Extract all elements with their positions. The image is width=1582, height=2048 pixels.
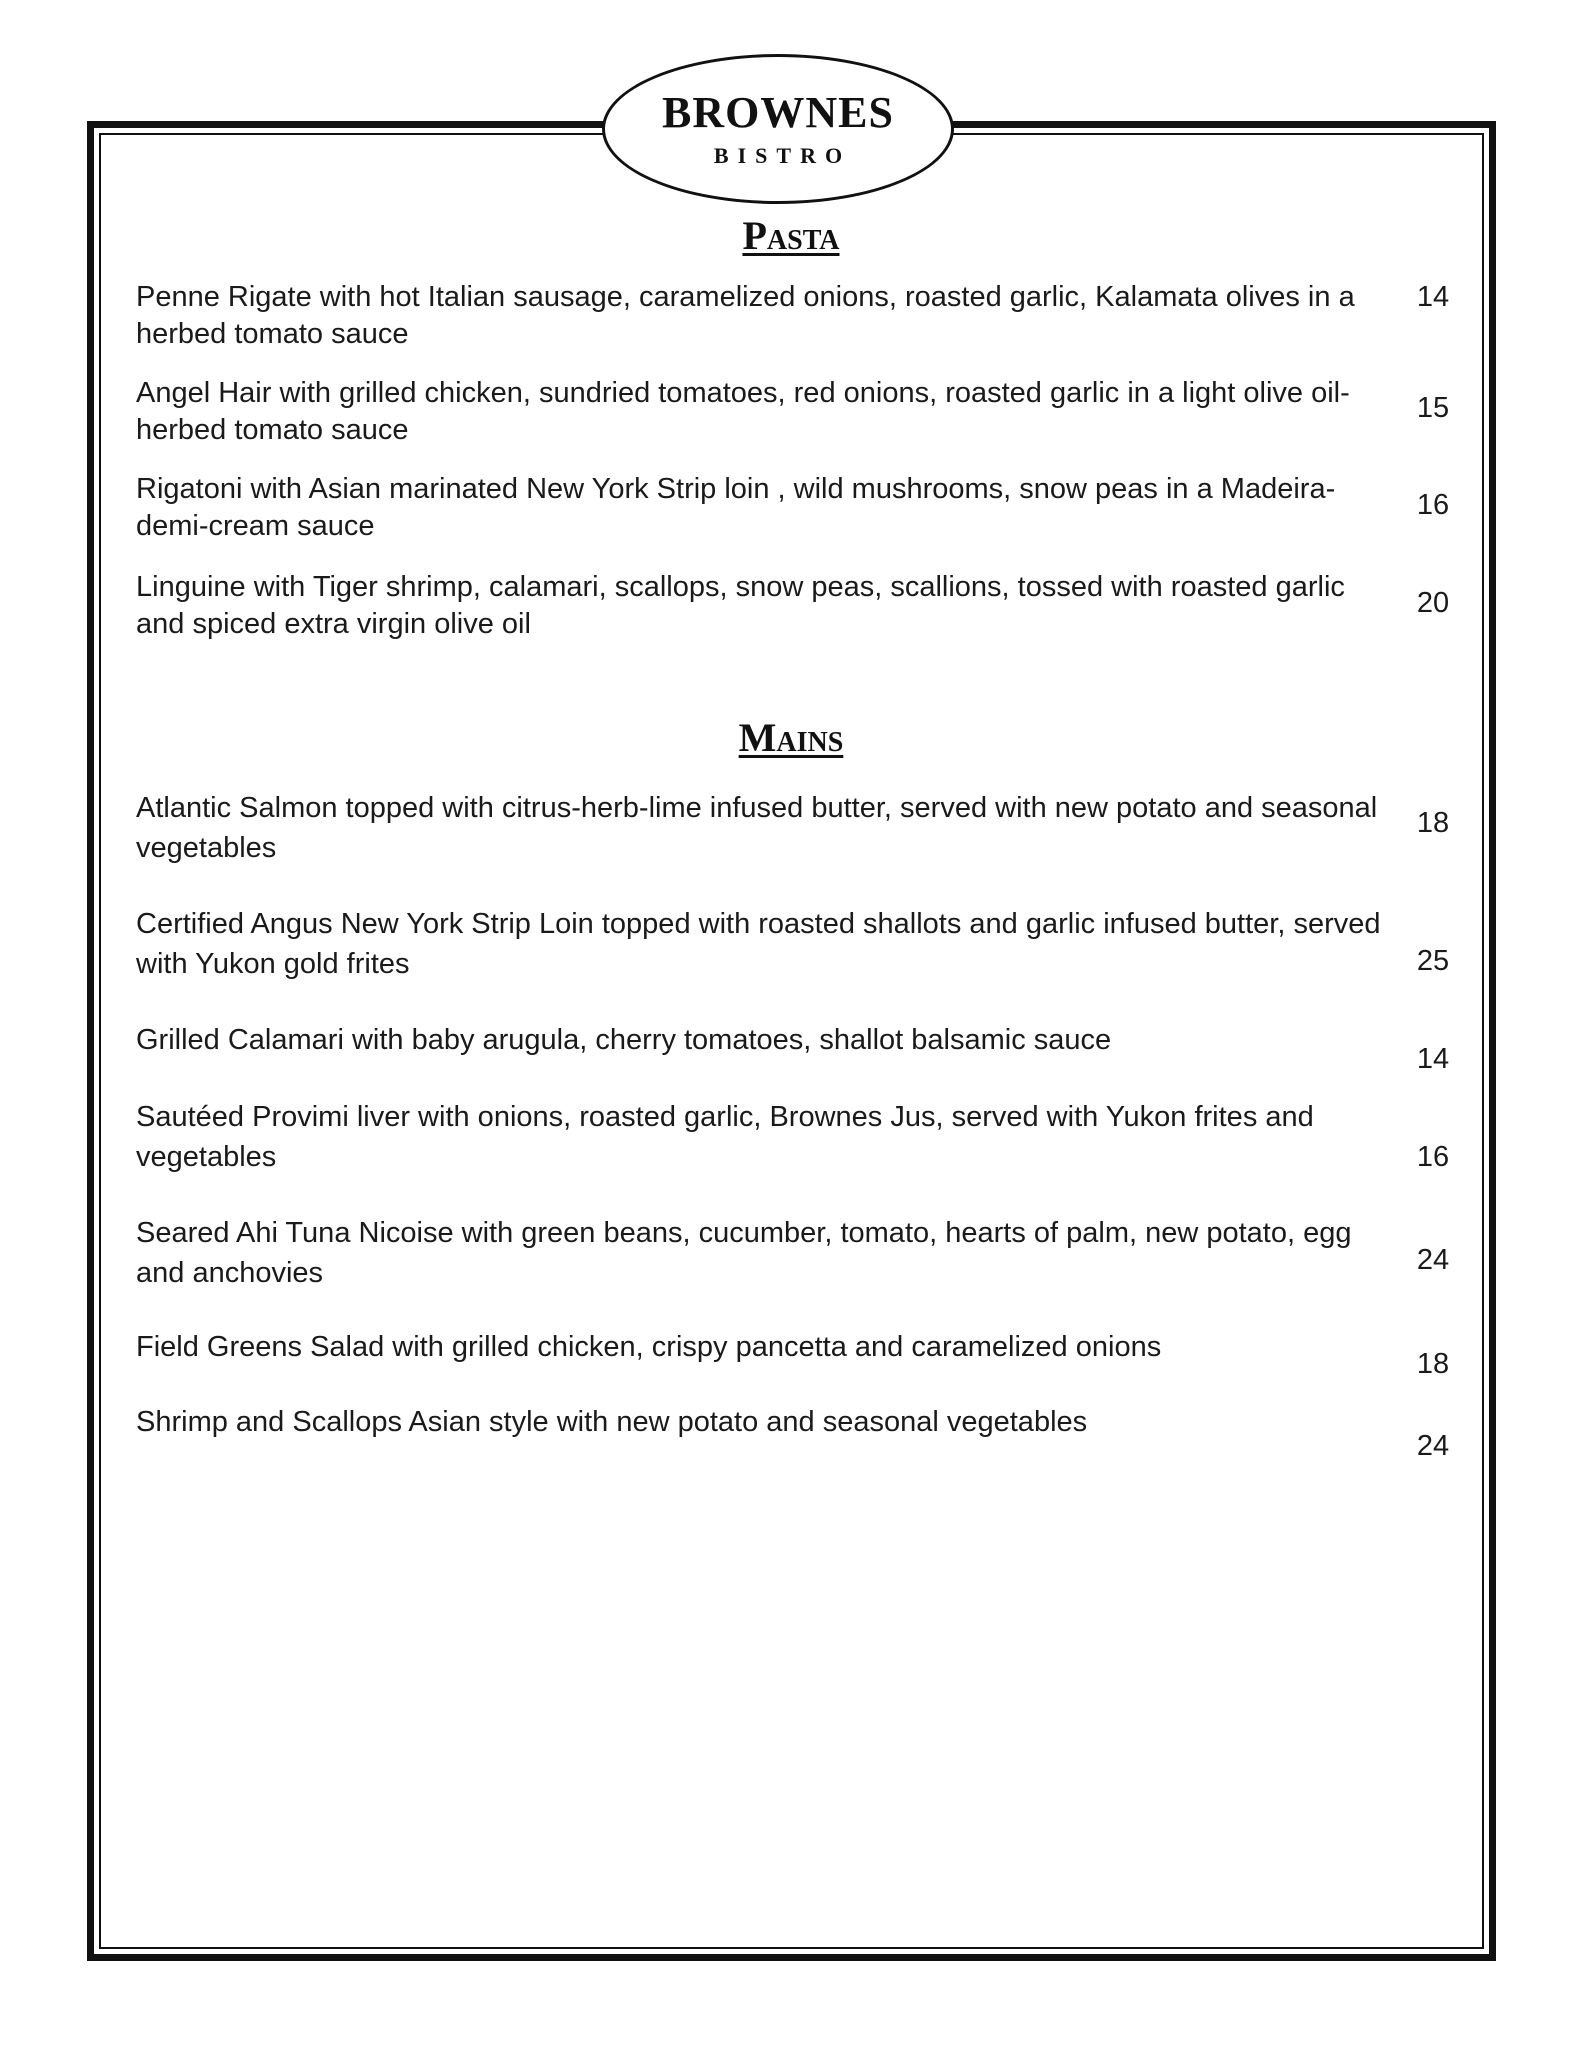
menu-item-description: Certified Angus New York Strip Loin topped with roasted shallots and garlic infused butter, served with Yukon gold frites <box>136 908 1381 980</box>
logo-name: BROWNES <box>662 88 894 137</box>
menu-item-description: Field Greens Salad with grilled chicken, crispy pancetta and caramelized onions <box>136 1331 1162 1363</box>
logo-subtitle: BISTRO <box>713 143 852 168</box>
menu-item-description: Penne Rigate with hot Italian sausage, caramelized onions, roasted garlic, Kalamata olives in a herbed tomato sauce <box>136 281 1355 350</box>
menu-item-price: 24 <box>1416 1244 1450 1276</box>
menu-item-description: Seared Ahi Tuna Nicoise with green beans, cucumber, tomato, hearts of palm, new potato, egg and anchovies <box>136 1217 1352 1289</box>
menu-item-price: 20 <box>1416 587 1450 619</box>
menu-item-description: Grilled Calamari with baby arugula, cherry tomatoes, shallot balsamic sauce <box>136 1024 1112 1056</box>
menu-item-description: Rigatoni with Asian marinated New York Strip loin , wild mushrooms, snow peas in a Madeira-demi-cream sauce <box>136 473 1336 542</box>
menu-item-price: 18 <box>1416 807 1450 839</box>
menu-item-price: 14 <box>1416 281 1450 313</box>
menu-item-price: 16 <box>1416 489 1450 521</box>
restaurant-logo <box>602 54 954 204</box>
menu-item-description: Atlantic Salmon topped with citrus-herb-lime infused butter, served with new potato and seasonal vegetables <box>136 792 1378 864</box>
menu-item-description: Linguine with Tiger shrimp, calamari, scallops, snow peas, scallions, tossed with roasted garlic and spiced extra virgin olive oil <box>136 571 1345 640</box>
menu-item-description: Sautéed Provimi liver with onions, roasted garlic, Brownes Jus, served with Yukon frites and vegetables <box>136 1101 1314 1173</box>
menu-item-price: 14 <box>1416 1043 1450 1075</box>
section-title-mains: Mains <box>738 715 844 760</box>
menu-item-price: 18 <box>1416 1348 1450 1380</box>
menu-item-price: 15 <box>1416 392 1450 424</box>
menu-item-description: Shrimp and Scallops Asian style with new potato and seasonal vegetables <box>136 1406 1088 1438</box>
menu-item-description: Angel Hair with grilled chicken, sundried tomatoes, red onions, roasted garlic in a light olive oil-herbed tomato sauce <box>136 377 1350 446</box>
menu-item-price: 25 <box>1416 945 1450 977</box>
menu-item-price: 16 <box>1416 1141 1450 1173</box>
menu-item-price: 24 <box>1416 1430 1450 1462</box>
section-title-pasta: Pasta <box>742 213 840 258</box>
